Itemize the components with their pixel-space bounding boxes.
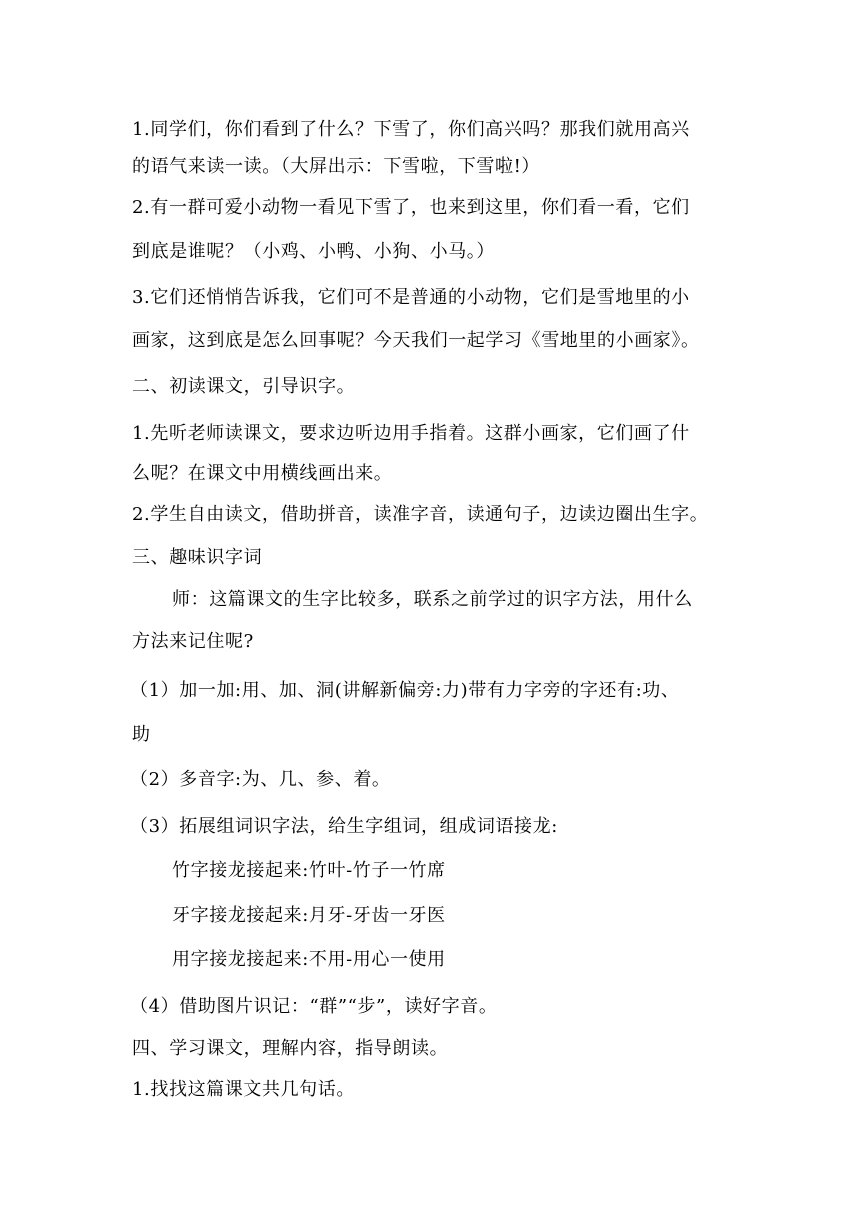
paragraph-line: 方法来记住呢? (132, 631, 254, 652)
word-chain-line: 牙字接龙接起来:月牙-牙齿一牙医 (172, 905, 446, 926)
paragraph-line: 2.有一群可爱小动物一看见下雪了，也来到这里，你们看一看，它们 (132, 197, 690, 218)
paragraph-line: 师：这篇课文的生字比较多，联系之前学过的识字方法，用什么 (172, 589, 693, 610)
list-item: （3）拓展组词识字法，给生字组词，组成词语接龙: (130, 816, 558, 837)
list-item: （2）多音字:为、几、参、着。 (130, 769, 391, 790)
paragraph-line: 1.先听老师读课文，要求边听边用手指着。这群小画家，它们画了什 (132, 423, 690, 444)
word-chain-line: 用字接龙接起来:不用-用心一使用 (172, 949, 446, 970)
list-item-continuation: 助 (132, 724, 151, 745)
word-chain-line: 竹字接龙接起来:竹叶-竹子一竹席 (172, 860, 446, 881)
paragraph-line: 1.找找这篇课文共几句话。 (132, 1079, 355, 1100)
section-heading: 四、学习课文，理解内容，指导朗读。 (132, 1038, 449, 1059)
section-heading: 二、初读课文，引导识字。 (132, 376, 356, 397)
paragraph-line: 的语气来读一读。（大屏出示：下雪啦，下雪啦!） (132, 156, 541, 177)
paragraph-line: 到底是谁呢？（小鸡、小鸭、小狗、小马。） (132, 241, 495, 262)
paragraph-line: 2.学生自由读文，借助拼音，读准字音，读通句子，边读边圈出生字。 (132, 504, 709, 525)
paragraph-line: 1.同学们，你们看到了什么？下雪了，你们高兴吗？那我们就用高兴 (132, 119, 690, 140)
paragraph-line: 么呢？在课文中用横线画出来。 (132, 463, 393, 484)
list-item: （4）借助图片识记：“群”“步”，读好字音。 (130, 996, 498, 1017)
paragraph-line: 画家，这到底是怎么回事呢？今天我们一起学习《雪地里的小画家》。 (132, 330, 700, 351)
section-heading: 三、趣味识字词 (132, 547, 263, 568)
paragraph-line: 3.它们还悄悄告诉我，它们可不是普通的小动物，它们是雪地里的小 (132, 287, 690, 308)
list-item: （1）加一加:用、加、洞(讲解新偏旁:力)带有力字旁的字还有:功、 (130, 680, 680, 701)
